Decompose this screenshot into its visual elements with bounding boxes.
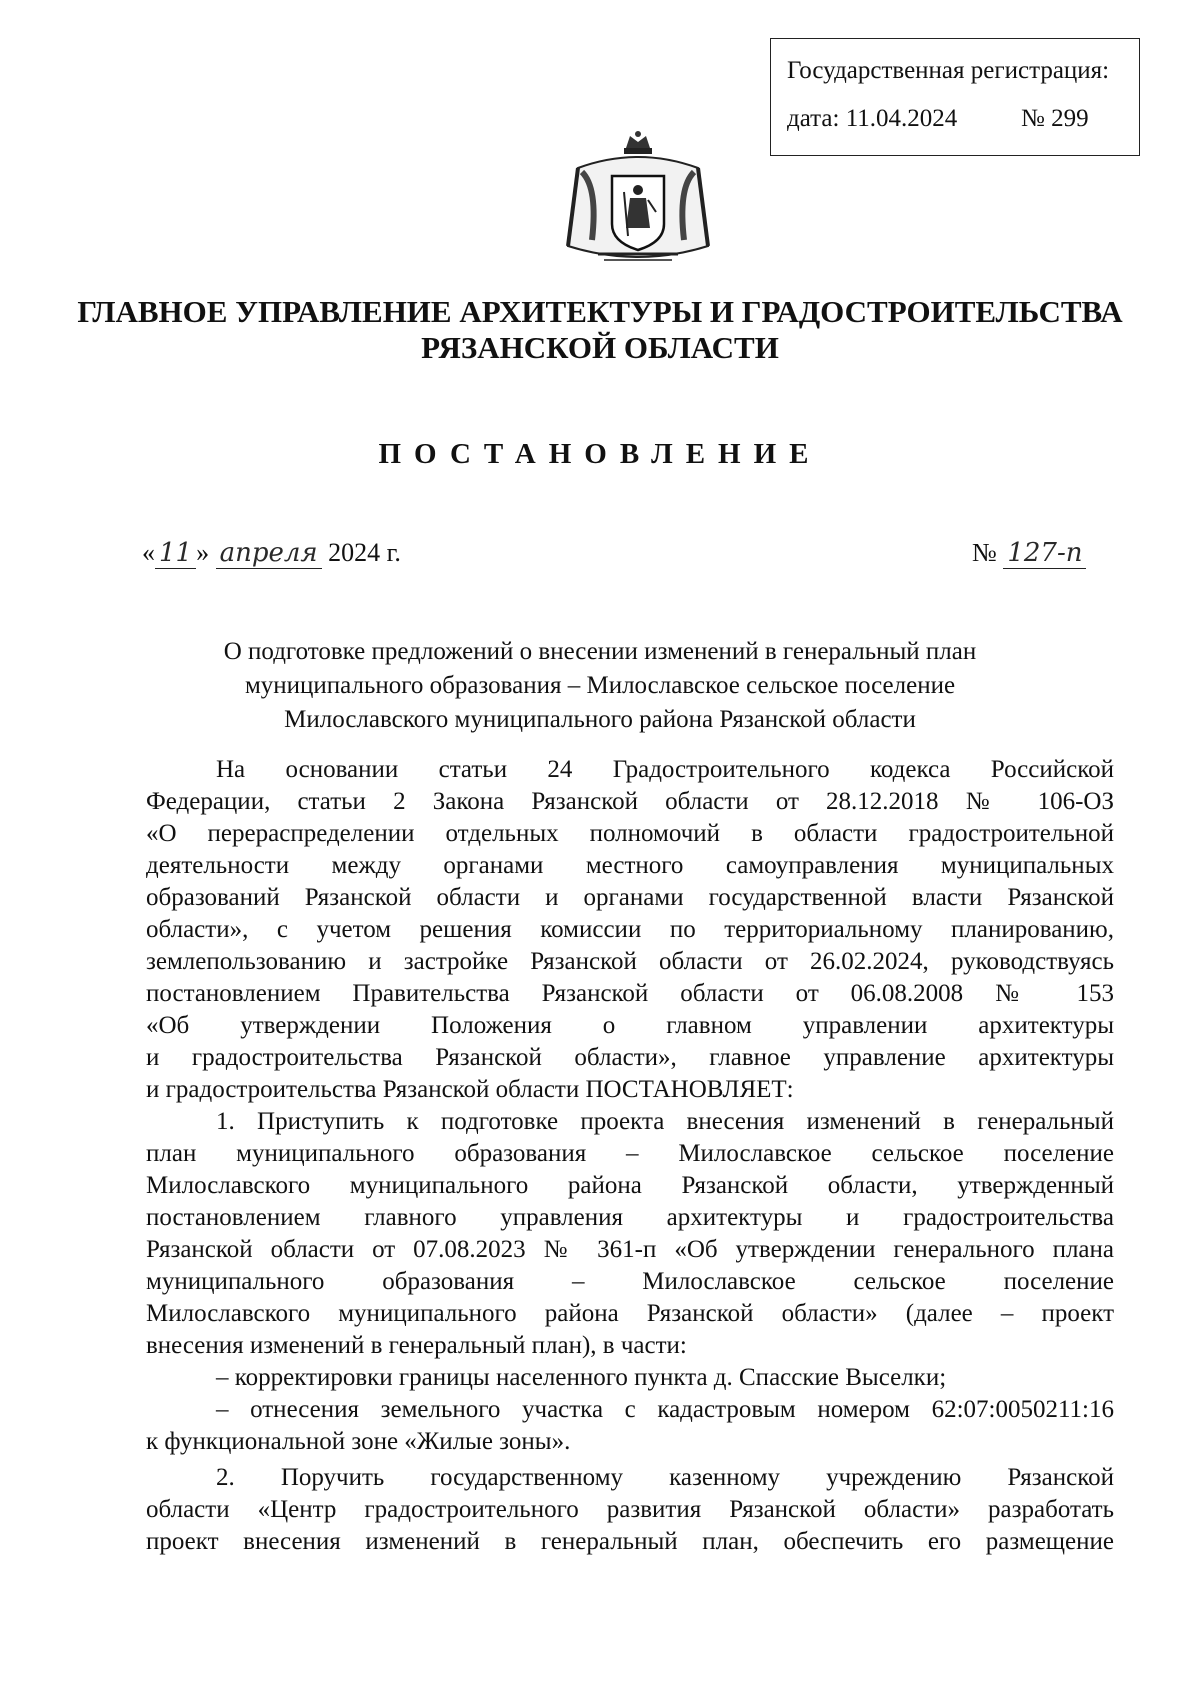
body-line: постановлением главного управления архитектуры и градостроительства bbox=[146, 1204, 1114, 1231]
body-line: Милославского муниципального района Рязанской области» (далее – проект bbox=[146, 1300, 1114, 1327]
body-line: На основании статьи 24 Градостроительного кодекса Российской bbox=[216, 756, 1114, 783]
registration-number: № 299 bbox=[1021, 105, 1089, 132]
body-line: Федерации, статьи 2 Закона Рязанской области от 28.12.2018 № 106-ОЗ bbox=[146, 788, 1114, 815]
number-sign: № bbox=[972, 538, 997, 567]
body-line: 2. Поручить государственному казенному учреждению Рязанской bbox=[216, 1464, 1114, 1491]
body-line: к функциональной зоне «Жилые зоны». bbox=[146, 1428, 571, 1455]
body-line: проект внесения изменений в генеральный план, обеспечить его размещение bbox=[146, 1528, 1114, 1555]
body-line: землепользованию и застройке Рязанской области от 26.02.2024, руководствуясь bbox=[146, 948, 1114, 975]
date-close-quote: » bbox=[196, 538, 210, 567]
date-year: 2024 г. bbox=[328, 538, 401, 567]
body-line: и градостроительства Рязанской области ПОСТАНОВЛЯЕТ: bbox=[146, 1076, 794, 1103]
date-day: 11 bbox=[155, 538, 196, 569]
date-month: апреля bbox=[216, 538, 322, 569]
registration-title: Государственная регистрация: bbox=[787, 57, 1110, 84]
agency-name-line-1: ГЛАВНОЕ УПРАВЛЕНИЕ АРХИТЕКТУРЫ И ГРАДОСТРОИТЕЛЬСТВА bbox=[77, 294, 1123, 329]
body-line: Милославского муниципального района Рязанской области, утвержденный bbox=[146, 1172, 1114, 1199]
body-line: и градостроительства Рязанской области», главное управление архитектуры bbox=[146, 1044, 1114, 1071]
body-line: план муниципального образования – Милославское сельское поселение bbox=[146, 1140, 1114, 1167]
body-line: образований Рязанской области и органами государственной власти Рязанской bbox=[146, 884, 1114, 911]
body-line: постановлением Правительства Рязанской области от 06.08.2008 № 153 bbox=[146, 980, 1114, 1007]
subject-line-3: Милославского муниципального района Рязанской области bbox=[284, 706, 916, 733]
number-value: 127-п bbox=[1003, 538, 1086, 569]
body-line: муниципального образования – Милославское сельское поселение bbox=[146, 1268, 1114, 1295]
body-line: – корректировки границы населенного пункта д. Спасские Выселки; bbox=[216, 1364, 947, 1391]
body-line: области «Центр градостроительного развития Рязанской области» разработать bbox=[146, 1496, 1114, 1523]
subject-line-1: О подготовке предложений о внесении изменений в генеральный план bbox=[223, 638, 977, 665]
agency-name-line-2: РЯЗАНСКОЙ ОБЛАСТИ bbox=[421, 330, 779, 365]
body-line: деятельности между органами местного самоуправления муниципальных bbox=[146, 852, 1114, 879]
date-open-quote: « bbox=[142, 538, 155, 567]
document-number bbox=[972, 538, 1086, 568]
ryazan-coat-of-arms-icon bbox=[558, 128, 718, 274]
body-line: «О перераспределении отдельных полномочий в области градостроительной bbox=[146, 820, 1114, 847]
body-line: Рязанской области от 07.08.2023 № 361-п «Об утверждении генерального плана bbox=[146, 1236, 1114, 1263]
document-type-heading: ПОСТАНОВЛЕНИЕ bbox=[378, 438, 822, 470]
body-line: 1. Приступить к подготовке проекта внесения изменений в генеральный bbox=[216, 1108, 1114, 1135]
registration-stamp bbox=[770, 38, 1140, 156]
body-line: внесения изменений в генеральный план), в части: bbox=[146, 1332, 687, 1359]
body-line: «Об утверждении Положения о главном управлении архитектуры bbox=[146, 1012, 1114, 1039]
body-line: области», с учетом решения комиссии по территориальному планированию, bbox=[146, 916, 1114, 943]
subject-line-2: муниципального образования – Милославское сельское поселение bbox=[244, 672, 956, 699]
document-date bbox=[142, 538, 401, 568]
registration-date: дата: 11.04.2024 bbox=[787, 105, 958, 132]
body-line: – отнесения земельного участка с кадастровым номером 62:07:0050211:16 bbox=[216, 1396, 1114, 1423]
